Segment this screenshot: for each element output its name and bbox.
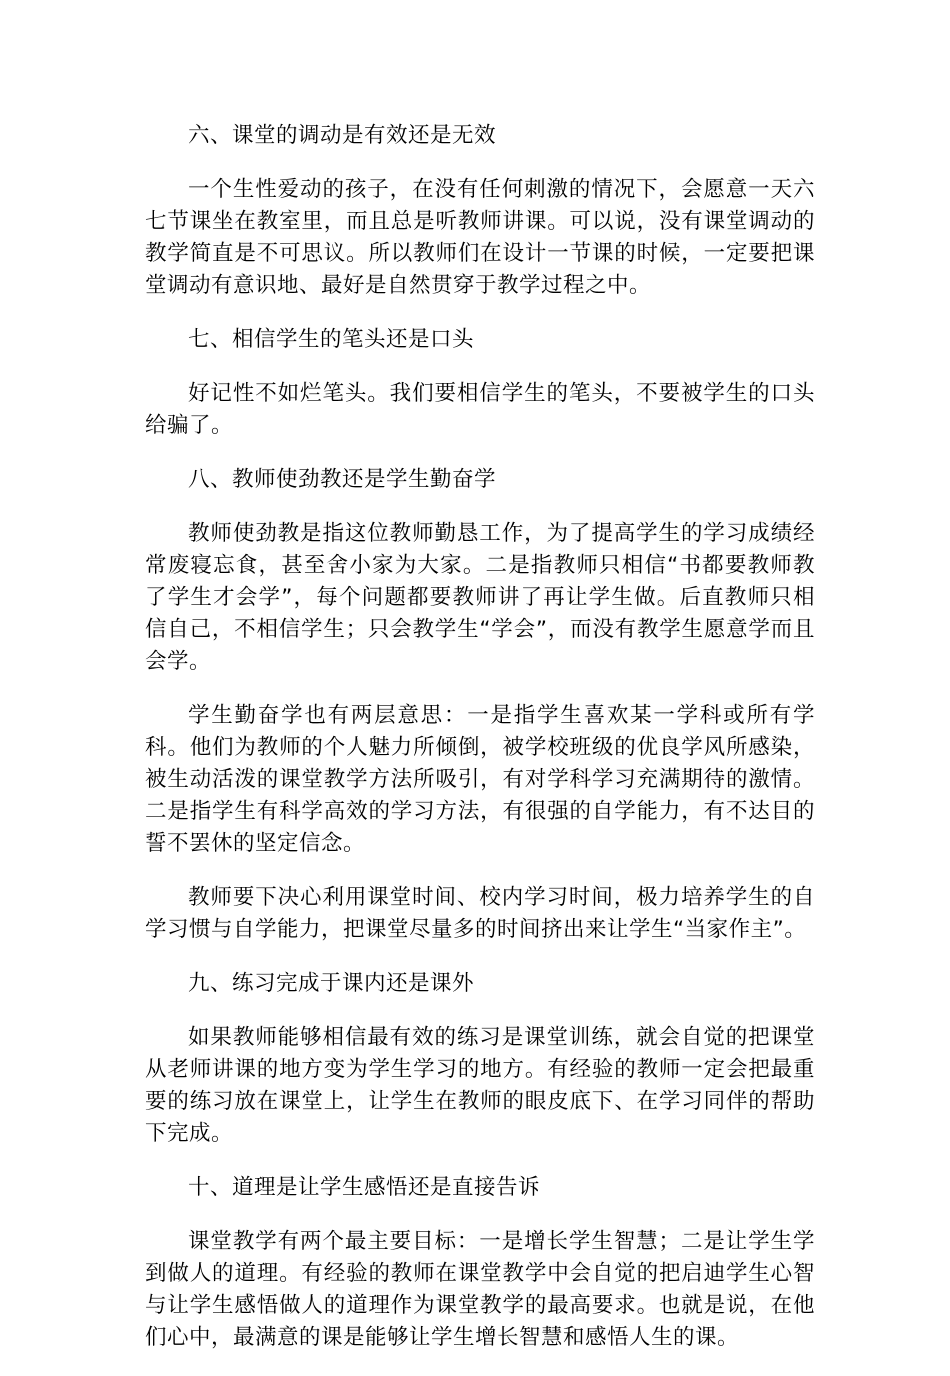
- paragraph: 教师要下决心利用课堂时间、校内学习时间，极力培养学生的自学习惯与自学能力，把课堂尽量多的时间挤出来让学生“当家作主”。: [145, 885, 815, 942]
- section-heading-6: 六、课堂的调动是有效还是无效: [188, 123, 497, 148]
- paragraph: 学生勤奋学也有两层意思：一是指学生喜欢某一学科或所有学科。他们为教师的个人魅力所倾倒，被学校班级的优良学风所感染，被生动活泼的课堂教学方法所吸引，有对学科学习充满期待的激情。二是指学生有科学高效的学习方法，有很强的自学能力，有不达目的誓不罢休的坚定信念。: [145, 703, 815, 856]
- section-heading-9: 九、练习完成于课内还是课外: [188, 971, 475, 996]
- paragraph: 好记性不如烂笔头。我们要相信学生的笔头，不要被学生的口头给骗了。: [145, 381, 815, 438]
- section-heading-8: 八、教师使劲教还是学生勤奋学: [188, 467, 497, 492]
- paragraph: 教师使劲教是指这位教师勤恳工作，为了提高学生的学习成绩经常废寝忘食，甚至舍小家为大家。二是指教师只相信“书都要教师教了学生才会学”，每个问题都要教师讲了再让学生做。后直教师只相信自己，不相信学生；只会教学生“学会”，而没有教学生愿意学而且会学。: [145, 521, 815, 674]
- paragraph: 如果教师能够相信最有效的练习是课堂训练，就会自觉的把课堂从老师讲课的地方变为学生学习的地方。有经验的教师一定会把最重要的练习放在课堂上，让学生在教师的眼皮底下、在学习同伴的帮助下完成。: [145, 1025, 815, 1146]
- paragraph: 一个生性爱动的孩子，在没有任何刺激的情况下，会愿意一天六七节课坐在教室里，而且总是听教师讲课。可以说，没有课堂调动的教学简直是不可思议。所以教师们在设计一节课的时候，一定要把课堂调动有意识地、最好是自然贯穿于教学过程之中。: [145, 177, 815, 298]
- document-page: [145, 120, 815, 1376]
- section-heading-7: 七、相信学生的笔头还是口头: [188, 327, 475, 352]
- section-heading-10: 十、道理是让学生感悟还是直接告诉: [188, 1175, 541, 1200]
- paragraph: 课堂教学有两个最主要目标：一是增长学生智慧；二是让学生学到做人的道理。有经验的教师在课堂教学中会自觉的把启迪学生心智与让学生感悟做人的道理作为课堂教学的最高要求。也就是说，在他们心中，最满意的课是能够让学生增长智慧和感悟人生的课。: [145, 1229, 815, 1350]
